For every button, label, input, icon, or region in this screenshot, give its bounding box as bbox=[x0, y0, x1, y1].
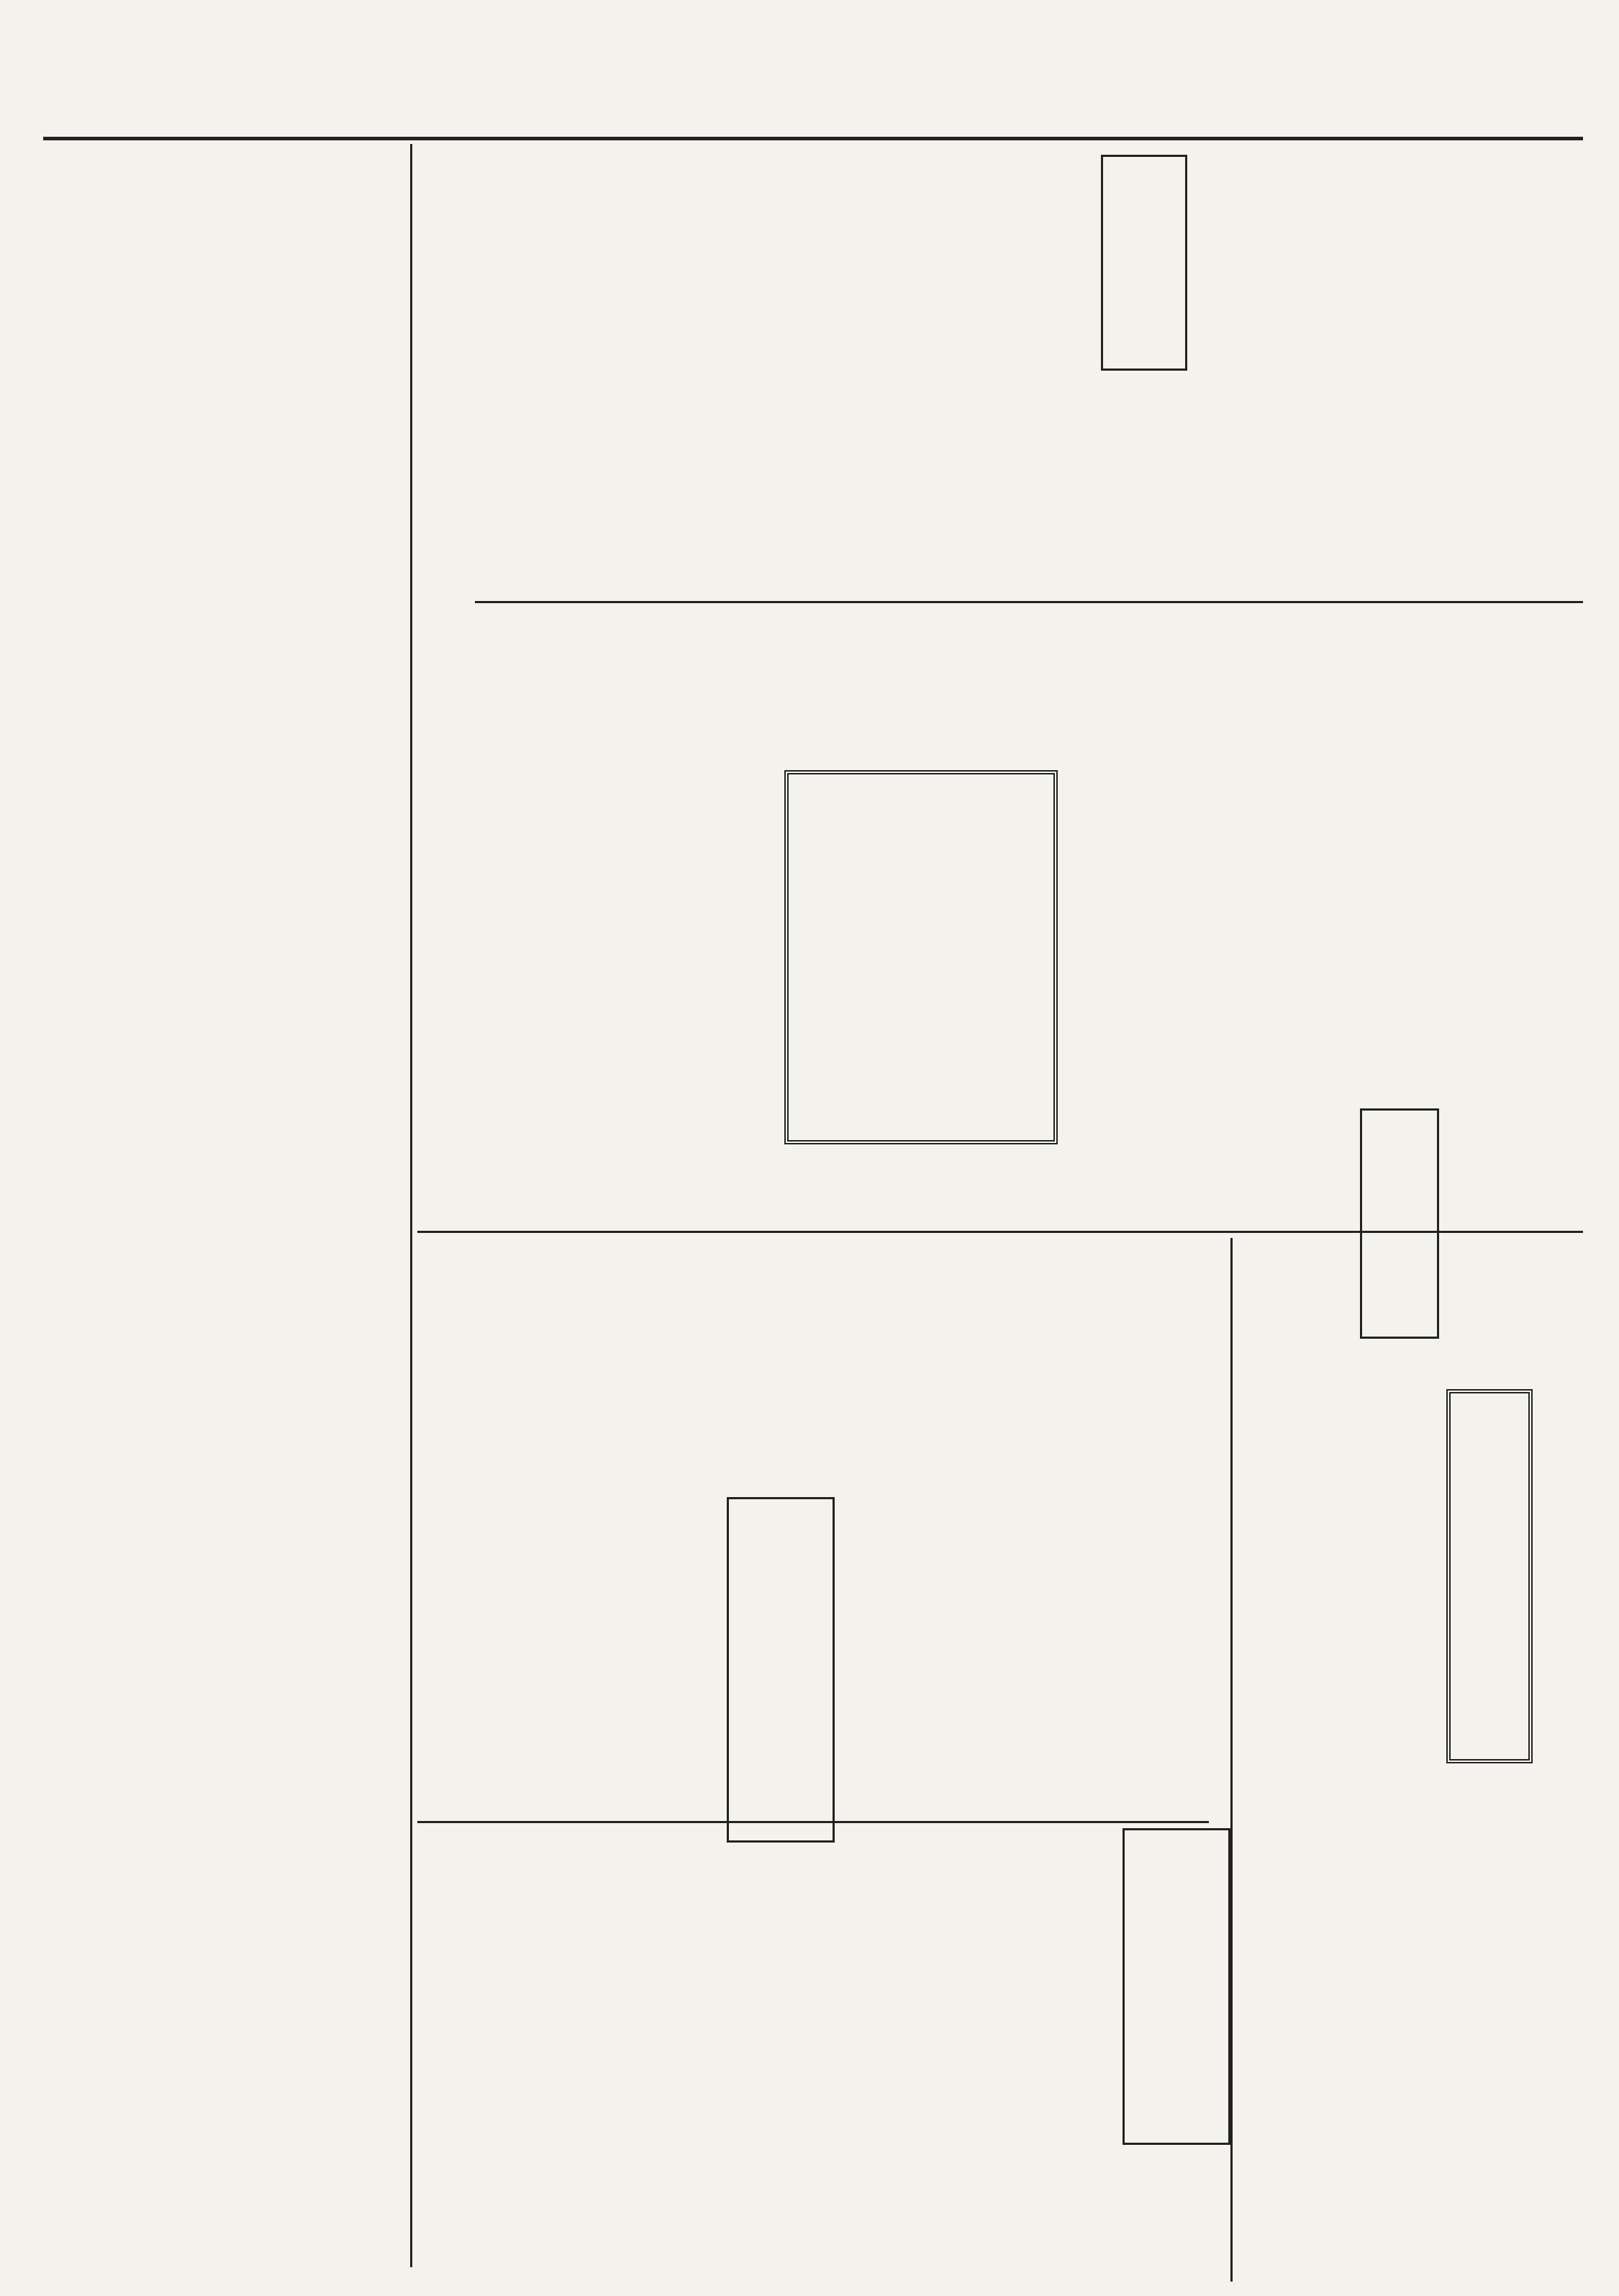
article-justice-body bbox=[1238, 1828, 1389, 2145]
masthead bbox=[43, 71, 1583, 135]
article-xinyun bbox=[1137, 2109, 1194, 2267]
article-tax bbox=[518, 979, 597, 1195]
article-women-body bbox=[417, 1497, 720, 1684]
article-vietnam bbox=[777, 148, 885, 608]
article-tungoil bbox=[1446, 1389, 1533, 1763]
article-greece-body bbox=[885, 155, 1094, 443]
article-holland bbox=[993, 446, 1072, 633]
rule bbox=[417, 1821, 1209, 1823]
article-flower-body bbox=[921, 1583, 1087, 1771]
article-xinyun-body bbox=[957, 2152, 1130, 2282]
article-tungoil-body bbox=[1238, 1389, 1439, 1792]
column-rule bbox=[1230, 1238, 1233, 2282]
article-transport bbox=[691, 1994, 813, 2296]
article-austria bbox=[1194, 148, 1583, 594]
masthead-rule bbox=[43, 137, 1583, 140]
article-body bbox=[1194, 148, 1410, 457]
article-flower bbox=[1094, 1583, 1144, 1756]
article-women bbox=[727, 1497, 835, 1843]
article-provincial bbox=[1360, 1108, 1439, 1339]
article-plight bbox=[403, 151, 475, 525]
article-food bbox=[1281, 619, 1382, 849]
column-rule bbox=[410, 144, 412, 2267]
article-tax-body bbox=[417, 979, 518, 1166]
article-plight-body bbox=[58, 151, 403, 1087]
article-holland-body bbox=[1079, 446, 1180, 597]
article-hubei bbox=[863, 2073, 950, 2260]
article-transport-body bbox=[417, 2001, 684, 2274]
article-poison-body bbox=[1518, 885, 1583, 1087]
article-council-body bbox=[1158, 1245, 1230, 1576]
article-justice bbox=[1123, 1828, 1230, 2145]
article-vietnam-body bbox=[489, 151, 741, 597]
article-food-body bbox=[1389, 612, 1583, 871]
article-wellington-body bbox=[475, 619, 619, 921]
rule bbox=[417, 1231, 1583, 1233]
article-council bbox=[1007, 1245, 1151, 1547]
article-trust bbox=[899, 497, 993, 713]
article-wellington bbox=[619, 727, 712, 1000]
article-poison bbox=[1468, 885, 1511, 1101]
article-viet-communist bbox=[784, 770, 1058, 1144]
article-body bbox=[798, 789, 928, 1127]
article-broadcast bbox=[820, 554, 892, 741]
article-greece bbox=[1101, 155, 1187, 371]
